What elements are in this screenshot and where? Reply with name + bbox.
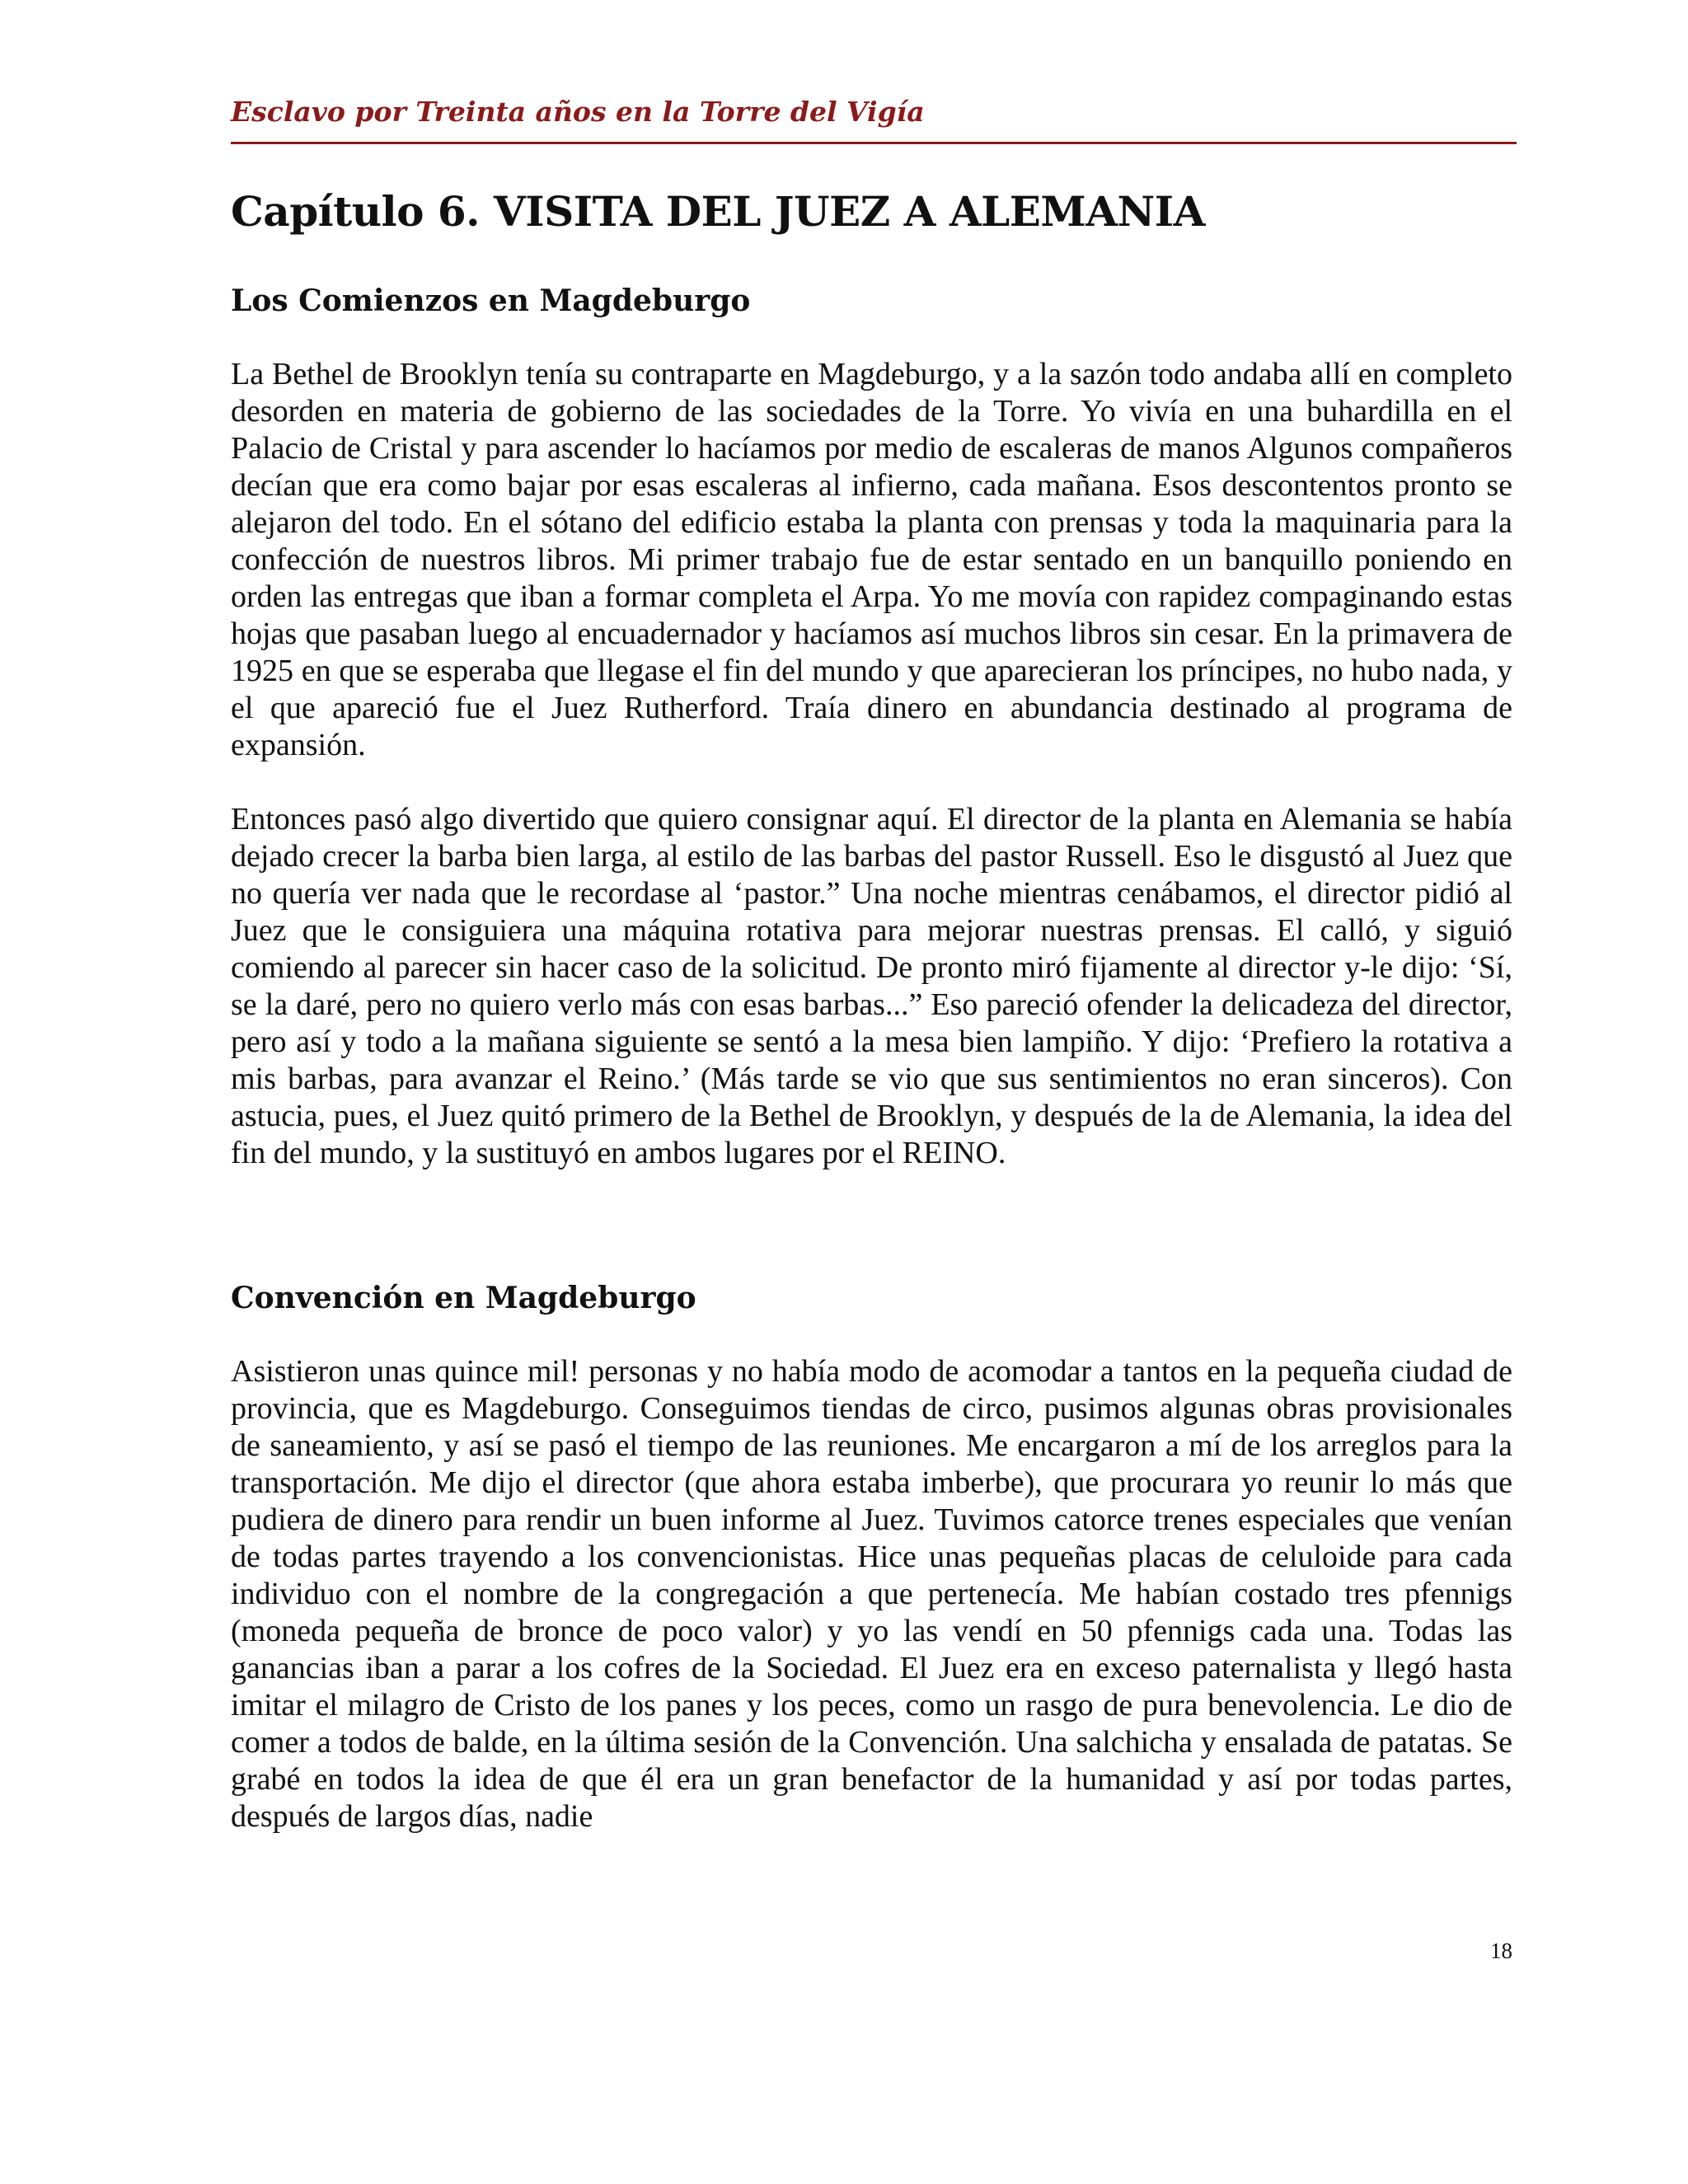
- running-header: [231, 92, 1517, 144]
- paragraph-comienzos-1: La Bethel de Brooklyn tenía su contraparte en Magdeburgo, y a la sazón todo andaba allí en completo desorden en materia de gobierno de las sociedades de la Torre. Yo vivía en una buhardilla en el Palacio de Cristal y para ascender lo hacíamos por medio de escaleras de manos Algunos compañeros decían que era como bajar por esas escaleras al infierno, cada mañana. Esos descontentos pronto se alejaron del todo. En el sótano del edificio estaba la planta con prensas y toda la maquinaria para la confección de nuestros libros. Mi primer trabajo fue de estar sentado en un banquillo poniendo en orden las entregas que iban a formar completa el Arpa. Yo me movía con rapidez compaginando estas hojas que pasaban luego al encuadernador y hacíamos así muchos libros sin cesar. En la primavera de 1925 en que se esperaba que llegase el fin del mundo y que aparecieran los príncipes, no hubo nada, y el que apareció fue el Juez Rutherford. Traía dinero en abundancia destinado al programa de expansión.: [231, 357, 1512, 762]
- chapter-title: Capítulo 6. VISITA DEL JUEZ A ALEMANIA: [231, 187, 1205, 236]
- paragraph-comienzos-2: Entonces pasó algo divertido que quiero consignar aquí. El director de la planta en Alemania se había dejado crecer la barba bien larga, al estilo de las barbas del pastor Russell. Eso le disgustó al Juez que no quería ver nada que le recordase al ‘pastor.” Una noche mientras cenábamos, el director pidió al Juez que le consiguiera una máquina rotativa para mejorar nuestras prensas. El calló, y siguió comiendo al parecer sin hacer caso de la solicitud. De pronto miró fijamente al director y-le dijo: ‘Sí, se la daré, pero no quiero verlo más con esas barbas...” Eso pareció ofender la delicadeza del director, pero así y todo a la mañana siguiente se sentó a la mesa bien lampiño. Y dijo: ‘Prefiero la rotativa a mis barbas, para avanzar el Reino.’ (Más tarde se vio que sus sentimientos no eran sinceros). Con astucia, pues, el Juez quitó primero de la Bethel de Brooklyn, y después de la de Alemania, la idea del fin del mundo, y la sustituyó en ambos lugares por el REINO.: [231, 802, 1512, 1170]
- section-heading-comienzos: Los Comienzos en Magdeburgo: [231, 284, 751, 318]
- page-number: 18: [1490, 1938, 1512, 1963]
- section-heading-convencion: Convención en Magdeburgo: [231, 1281, 696, 1315]
- book-title: Esclavo por Treinta años en la Torre del Vigía: [231, 96, 925, 128]
- paragraph-convencion-1: Asistieron unas quince mil! personas y no había modo de acomodar a tantos en la pequeña ciudad de provincia, que es Magdeburgo. Conseguimos tiendas de circo, pusimos algunas obras provisionales de saneamiento, y así se pasó el tiempo de las reuniones. Me encargaron a mí de los arreglos para la transportación. Me dijo el director (que ahora estaba imberbe), que procurara yo reunir lo más que pudiera de dinero para rendir un buen informe al Juez. Tuvimos catorce trenes especiales que venían de todas partes trayendo a los convencionistas. Hice unas pequeñas placas de celuloide para cada individuo con el nombre de la congregación a que pertenecía. Me habían costado tres pfennigs (moneda pequeña de bronce de poco valor) y yo las vendí en 50 pfennigs cada una. Todas las ganancias iban a parar a los cofres de la Sociedad. El Juez era en exceso paternalista y llegó hasta imitar el milagro de Cristo de los panes y los peces, como un rasgo de pura benevolencia. Le dio de comer a todos de balde, en la última sesión de la Convención. Una salchicha y ensalada de patatas. Se grabé en todos la idea de que él era un gran benefactor de la humanidad y así por todas partes, después de largos días, nadie: [231, 1354, 1512, 1834]
